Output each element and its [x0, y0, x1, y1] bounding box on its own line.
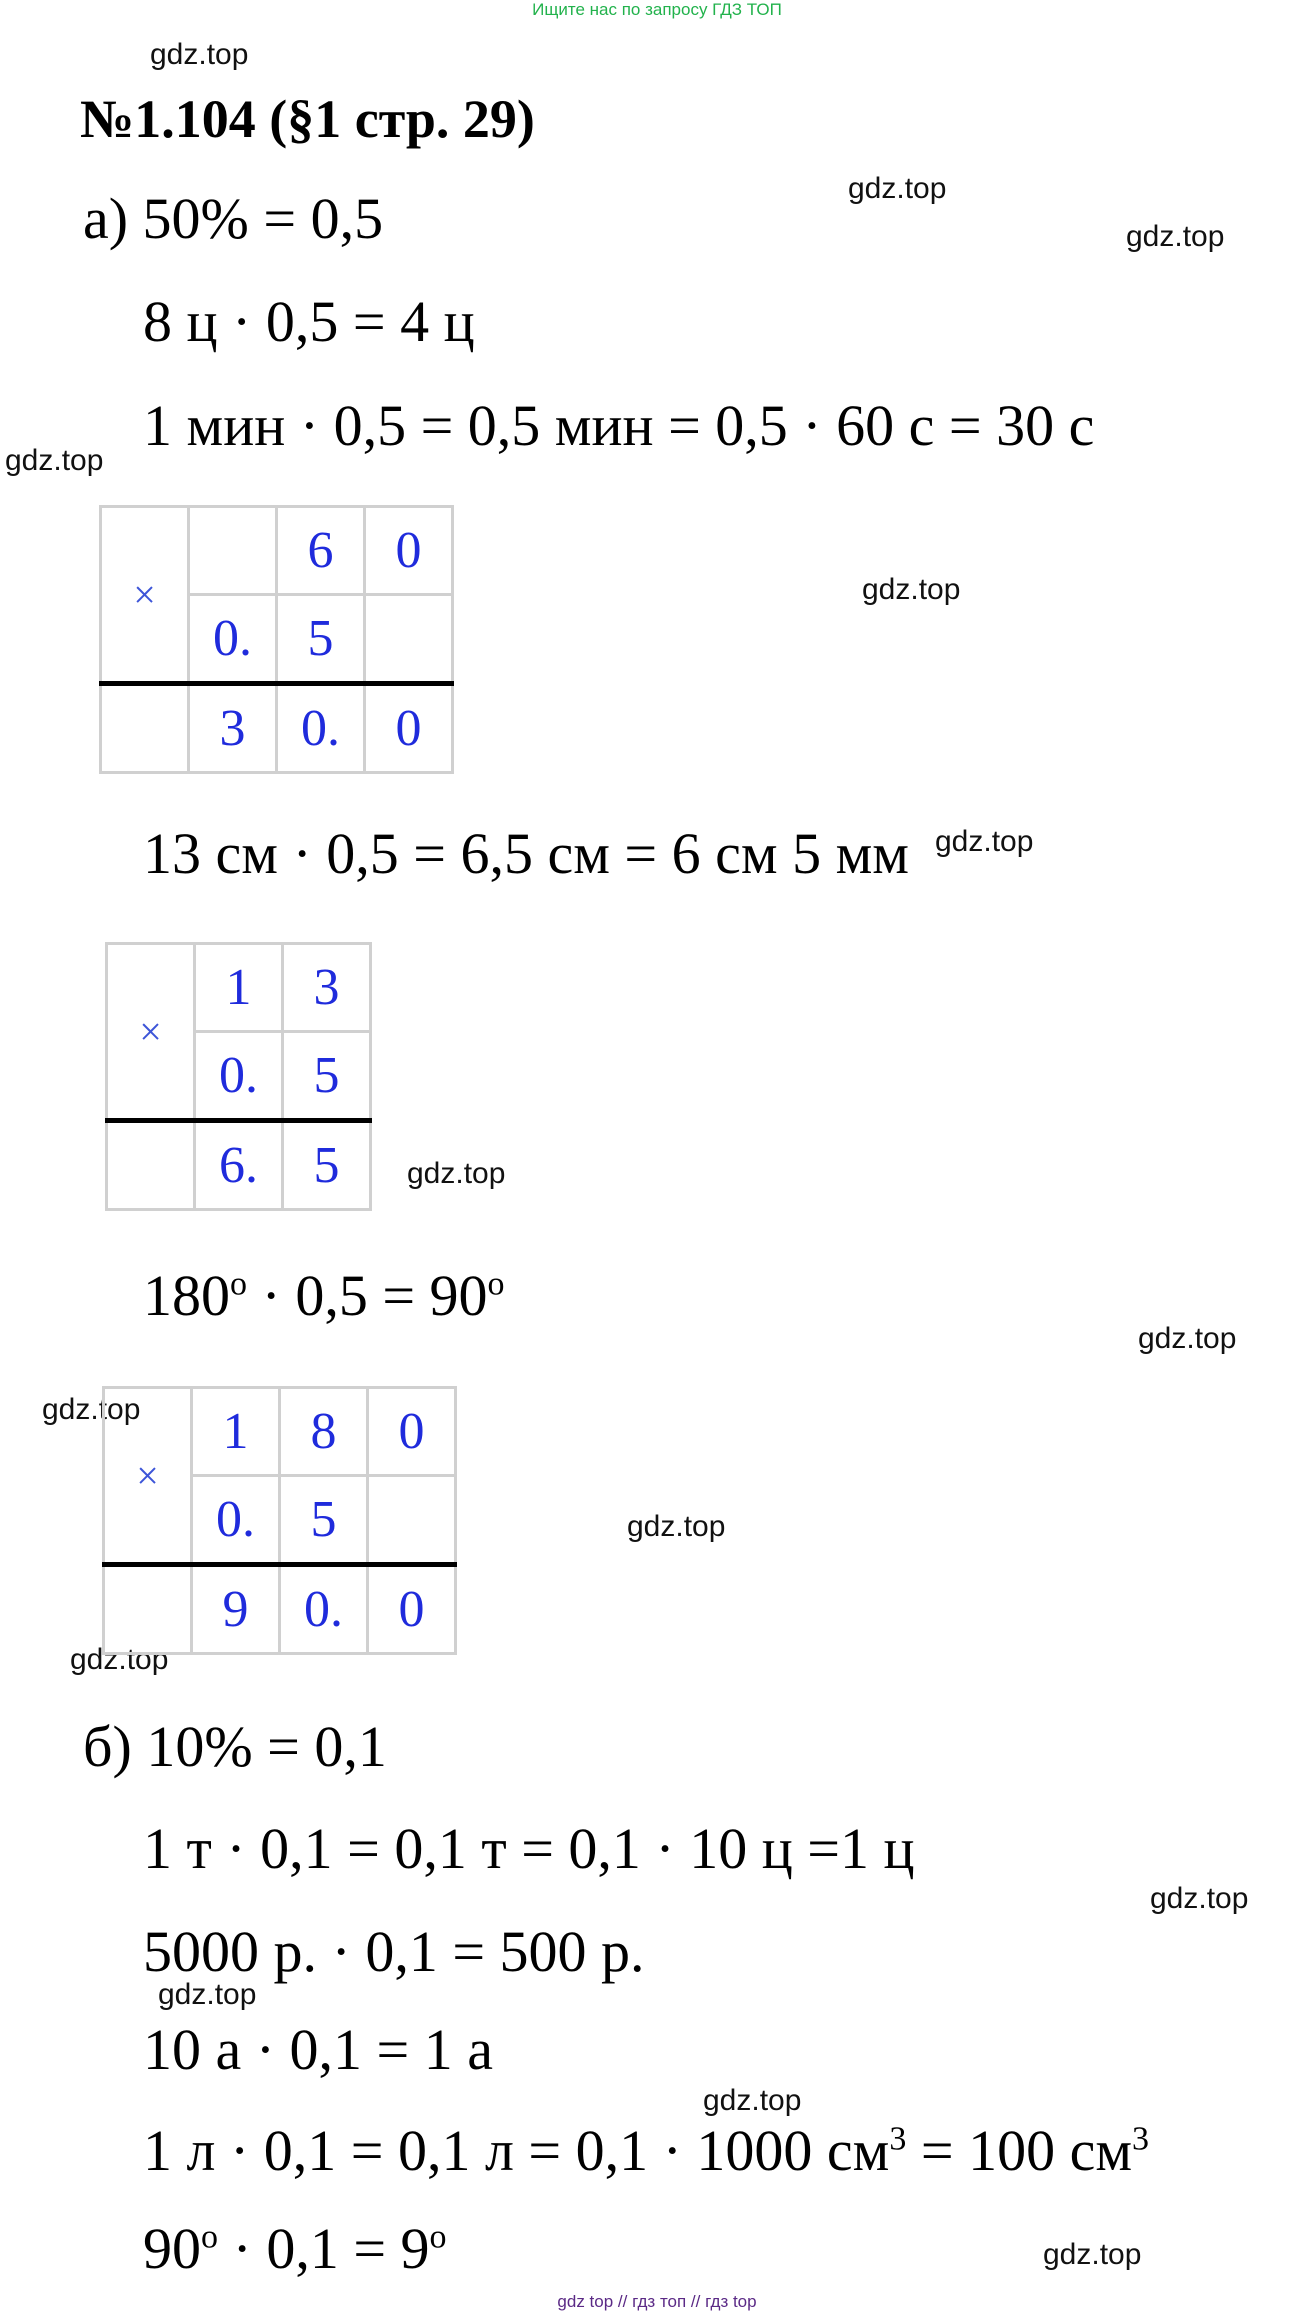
part-a-heading: а) 50% = 0,5: [83, 186, 384, 251]
digit-cell: 3: [283, 944, 371, 1032]
problem-title: №1.104 (§1 стр. 29): [80, 89, 535, 149]
watermark: gdz.top: [1150, 1882, 1249, 1915]
part-a-line-2: 1 мин · 0,5 = 0,5 мин = 0,5 · 60 с = 30 с: [143, 393, 1095, 458]
result-cell: 6.: [195, 1121, 283, 1210]
empty-cell: [101, 684, 189, 773]
digit-cell: 1: [195, 944, 283, 1032]
watermark: gdz.top: [42, 1393, 141, 1426]
digit-cell: 0: [365, 507, 453, 595]
part-b-line-5: $90^o \cdot 0,1 = 9^o$: [143, 2216, 447, 2281]
result-cell: 0: [365, 684, 453, 773]
digit-cell: 0: [368, 1388, 456, 1476]
watermark: gdz.top: [848, 172, 947, 205]
watermark: gdz.top: [1043, 2238, 1142, 2271]
multiplication-table-2: [105, 942, 372, 1211]
part-b-line-3: 10 а · 0,1 = 1 а: [143, 2017, 494, 2082]
watermark: gdz.top: [935, 825, 1034, 858]
result-cell: 0.: [277, 684, 365, 773]
result-cell: 9: [192, 1565, 280, 1654]
watermark: gdz.top: [1138, 1322, 1237, 1355]
digit-cell: [368, 1476, 456, 1565]
multiply-sign: ×: [104, 1388, 192, 1565]
watermark: gdz.top: [627, 1510, 726, 1543]
watermark: gdz.top: [70, 1643, 169, 1676]
digit-cell: 5: [277, 595, 365, 684]
digit-cell: 0.: [189, 595, 277, 684]
watermark: gdz.top: [158, 1978, 257, 2011]
digit-cell: 6: [277, 507, 365, 595]
part-b-line-4: 1 л · 0,1 = 0,1 л = 0,1 · 1000 $см^3 = 100$ $см^3$: [143, 2118, 1150, 2183]
watermark: gdz.top: [407, 1157, 506, 1190]
digit-cell: 5: [283, 1032, 371, 1121]
result-cell: 3: [189, 684, 277, 773]
part-b-heading: б) 10% = 0,1: [83, 1714, 387, 1779]
watermark: gdz.top: [703, 2084, 802, 2117]
multiply-sign: ×: [107, 944, 195, 1121]
part-a-line-4: $180^o \cdot 0,5 = 90^o$: [143, 1263, 505, 1328]
multiply-sign: ×: [101, 507, 189, 684]
empty-cell: [104, 1565, 192, 1654]
footer-links[interactable]: gdz top // гдз топ // гдз top: [557, 2292, 757, 2311]
result-cell: 5: [283, 1121, 371, 1210]
multiplication-table-3: [102, 1386, 457, 1655]
digit-cell: [189, 507, 277, 595]
watermark: gdz.top: [862, 573, 961, 606]
digit-cell: 0.: [195, 1032, 283, 1121]
part-a-line-1: 8 ц · 0,5 = 4 ц: [143, 289, 475, 354]
digit-cell: 1: [192, 1388, 280, 1476]
empty-cell: [107, 1121, 195, 1210]
part-b-line-1: 1 т · 0,1 = 0,1 т = 0,1 · 10 ц =1 ц: [143, 1816, 915, 1881]
watermark: gdz.top: [1126, 220, 1225, 253]
result-cell: 0.: [280, 1565, 368, 1654]
part-a-line-3: 13 см · 0,5 = 6,5 см = 6 см 5 мм: [143, 821, 909, 886]
digit-cell: 5: [280, 1476, 368, 1565]
multiplication-table-1: [99, 505, 454, 774]
search-banner[interactable]: Ищите нас по запросу ГДЗ ТОП: [532, 0, 782, 19]
part-b-line-2: 5000 р. · 0,1 = 500 р.: [143, 1919, 645, 1984]
digit-cell: [365, 595, 453, 684]
watermark: gdz.top: [150, 38, 249, 71]
digit-cell: 0.: [192, 1476, 280, 1565]
result-cell: 0: [368, 1565, 456, 1654]
watermark: gdz.top: [5, 444, 104, 477]
digit-cell: 8: [280, 1388, 368, 1476]
